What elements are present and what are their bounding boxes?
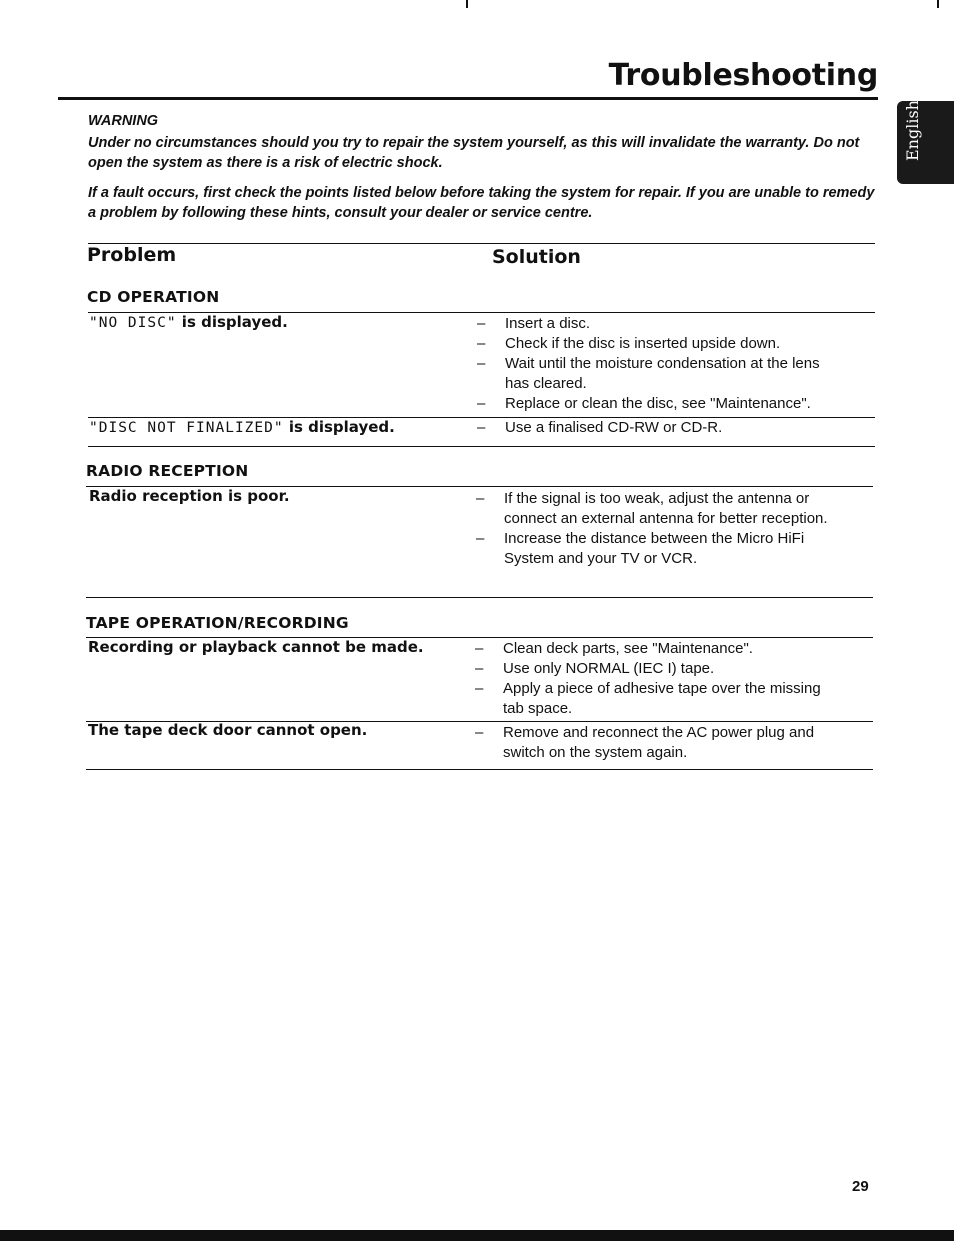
solution-list: [477, 314, 847, 414]
language-tab: [897, 101, 954, 184]
solution-list: [475, 639, 845, 719]
crop-mark: [466, 0, 468, 8]
solution-list: [477, 418, 847, 438]
solution-item: – Replace or clean the disc, see "Maintenance".: [477, 394, 847, 414]
warning-label: WARNING: [88, 113, 159, 129]
solution-item: – Use a finalised CD-RW or CD-R.: [477, 418, 847, 438]
display-code: "DISC NOT FINALIZED": [89, 420, 284, 436]
solution-item: – Remove and reconnect the AC power plug and switch on the system again.: [475, 723, 845, 763]
page-number: 29: [852, 1178, 869, 1195]
problem-disc-not-finalized: [89, 418, 395, 436]
row-rule: [88, 446, 875, 447]
solution-item: – Apply a piece of adhesive tape over the missing tab space.: [475, 679, 845, 719]
crop-mark: [937, 0, 939, 8]
solution-header: Solution: [492, 246, 581, 268]
problem-text: is displayed.: [283, 418, 395, 436]
section-title-tape-operation: TAPE OPERATION/RECORDING: [86, 614, 349, 632]
table-bottom-rule: [86, 769, 873, 770]
solution-item: – Use only NORMAL (IEC I) tape.: [475, 659, 845, 679]
solution-item: – Insert a disc.: [477, 314, 847, 334]
warning-text: Under no circumstances should you try to repair the system yourself, as this will invalidate the warranty. Do not open the system as there is a risk of electric shock.: [88, 135, 860, 171]
title-rule: [58, 97, 878, 100]
problem-tape-door: The tape deck door cannot open.: [88, 721, 368, 739]
section-title-radio-reception: RADIO RECEPTION: [86, 462, 249, 480]
section-title-cd-operation: CD OPERATION: [87, 288, 220, 306]
problem-text: is displayed.: [176, 313, 288, 331]
problem-header: Problem: [87, 244, 177, 266]
bottom-bar: [0, 1230, 954, 1241]
problem-recording-playback: Recording or playback cannot be made.: [88, 638, 424, 656]
display-code: "NO DISC": [89, 315, 177, 331]
table-top-rule: [88, 243, 875, 244]
warning-instructions: If a fault occurs, first check the points listed below before taking the system for repair. If you are unable to remedy a problem by following these hints, consult your dealer or service centre.: [88, 185, 875, 221]
problem-radio-poor: Radio reception is poor.: [89, 487, 290, 505]
solution-item: – Wait until the moisture condensation at the lens has cleared.: [477, 354, 847, 394]
solution-list: [475, 723, 845, 763]
solution-list: [476, 489, 846, 569]
page-title: Troubleshooting: [608, 58, 878, 93]
problem-no-disc: [89, 313, 288, 331]
solution-item: – Clean deck parts, see "Maintenance".: [475, 639, 845, 659]
language-tab-label: English: [903, 100, 922, 161]
solution-item: – Increase the distance between the Micro HiFi System and your TV or VCR.: [476, 529, 846, 569]
solution-item: – Check if the disc is inserted upside down.: [477, 334, 847, 354]
solution-item: – If the signal is too weak, adjust the antenna or connect an external antenna for better reception.: [476, 489, 846, 529]
row-rule: [86, 597, 873, 598]
